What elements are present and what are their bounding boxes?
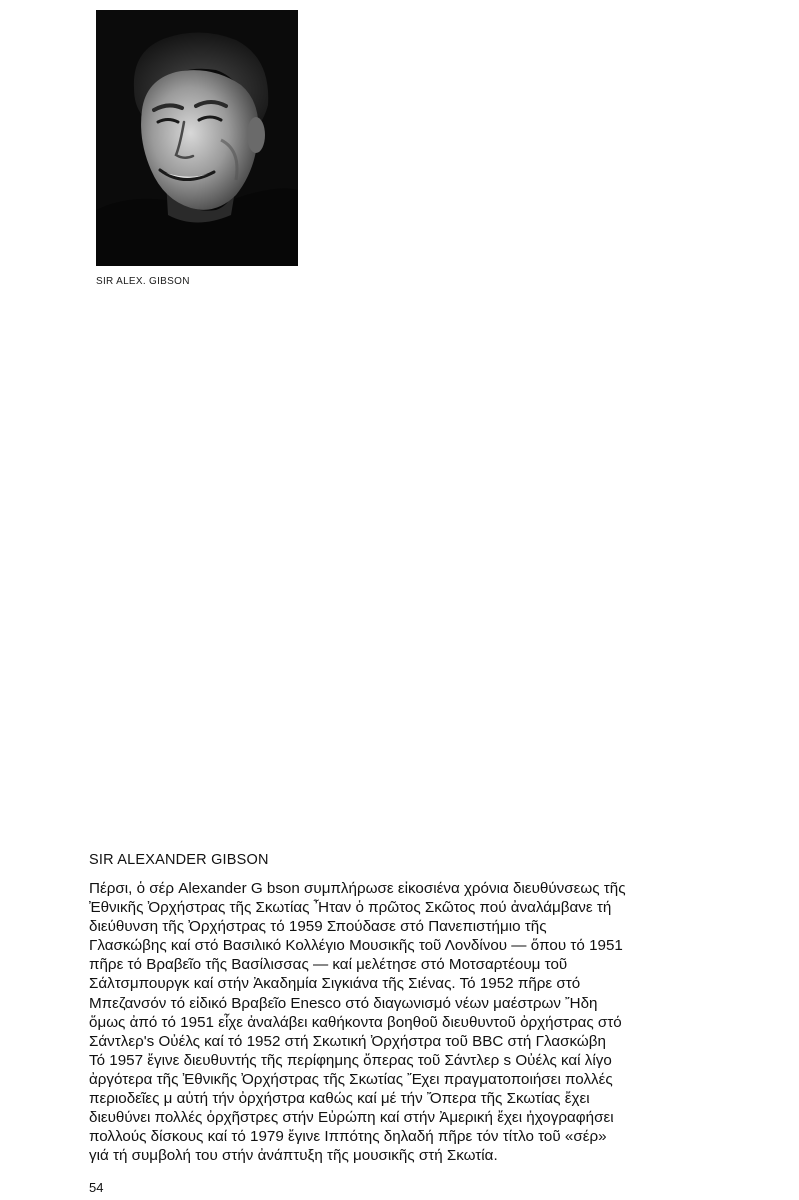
body-line: Μπεζανσόν τό εἰδικό Βραβεῖο Enesco στό διαγωνισμό νέων μαέστρων Ἤδη bbox=[89, 994, 598, 1012]
body-line: διευθύνει πολλές ὀρχῆστρες στήν Εὐρώπη καί στήν Ἀμερική ἔχει ἠχογραφήσει bbox=[89, 1109, 614, 1127]
body-line: πολλούς δίσκους καί τό 1979 ἔγινε Ιππότης δηλαδή πῆρε τόν τίτλο τοῦ «σέρ» bbox=[89, 1128, 607, 1146]
article-heading: SIR ALEXANDER GIBSON bbox=[89, 852, 269, 868]
photo-caption: SIR ALEX. GIBSON bbox=[96, 276, 190, 287]
body-line: πῆρε τό Βραβεῖο τῆς Βασίλισσας — καί μελέτησε στό Μοτσαρτέουμ τοῦ bbox=[89, 956, 568, 974]
portrait-photo bbox=[96, 10, 298, 266]
body-line: γιά τή συμβολή του στήν ἀνάπτυξη τῆς μουσικῆς στή Σκωτία. bbox=[89, 1147, 498, 1165]
body-line: ὅμως ἀπό τό 1951 εἶχε ἀναλάβει καθήκοντα βοηθοῦ διευθυντοῦ ὀρχήστρας στό bbox=[89, 1013, 622, 1031]
body-line: ἀργότερα τῆς Ἐθνικῆς Ὀρχήστρας τῆς Σκωτίας Ἔχει πραγματοποιήσει πολλές bbox=[89, 1070, 613, 1088]
article-body bbox=[89, 879, 779, 1165]
body-line: περιοδεῖες μ αὐτή τήν ὀρχήστρα καθώς καί μέ τήν Ὄπερα τῆς Σκωτίας ἔχει bbox=[89, 1090, 590, 1108]
body-line: Σάλτσμπουργκ καί στήν Ἀκαδημία Σιγκιάνα τῆς Σιένας. Τό 1952 πῆρε στό bbox=[89, 975, 581, 993]
body-line: Σάντλερ's Οὐέλς καί τό 1952 στή Σκωτική Ὀρχήστρα τοῦ BBC στή Γλασκώβη bbox=[89, 1032, 606, 1050]
body-line: Ἐθνικῆς Ὀρχήστρας τῆς Σκωτίας Ἦταν ὁ πρῶτος Σκῶτος πού ἀναλάμβανε τή bbox=[89, 899, 612, 917]
body-line: Πέρσι, ὁ σέρ Alexander G bson συμπλήρωσε εἰκοσιένα χρόνια διευθύνσεως τῆς bbox=[89, 880, 626, 897]
body-line: διεύθυνση τῆς Ὀρχήστρας τό 1959 Σπούδασε στό Πανεπιστήμιο τῆς bbox=[89, 918, 547, 936]
page-number: 54 bbox=[89, 1180, 104, 1195]
body-line: Γλασκώβης καί στό Βασιλικό Κολλέγιο Μουσικῆς τοῦ Λονδίνου — ὅπου τό 1951 bbox=[89, 937, 623, 955]
portrait-drawing bbox=[96, 10, 298, 266]
body-line: Τό 1957 ἔγινε διευθυντής τῆς περίφημης ὄπερας τοῦ Σάντλερ s Οὐέλς καί λίγο bbox=[89, 1051, 612, 1069]
